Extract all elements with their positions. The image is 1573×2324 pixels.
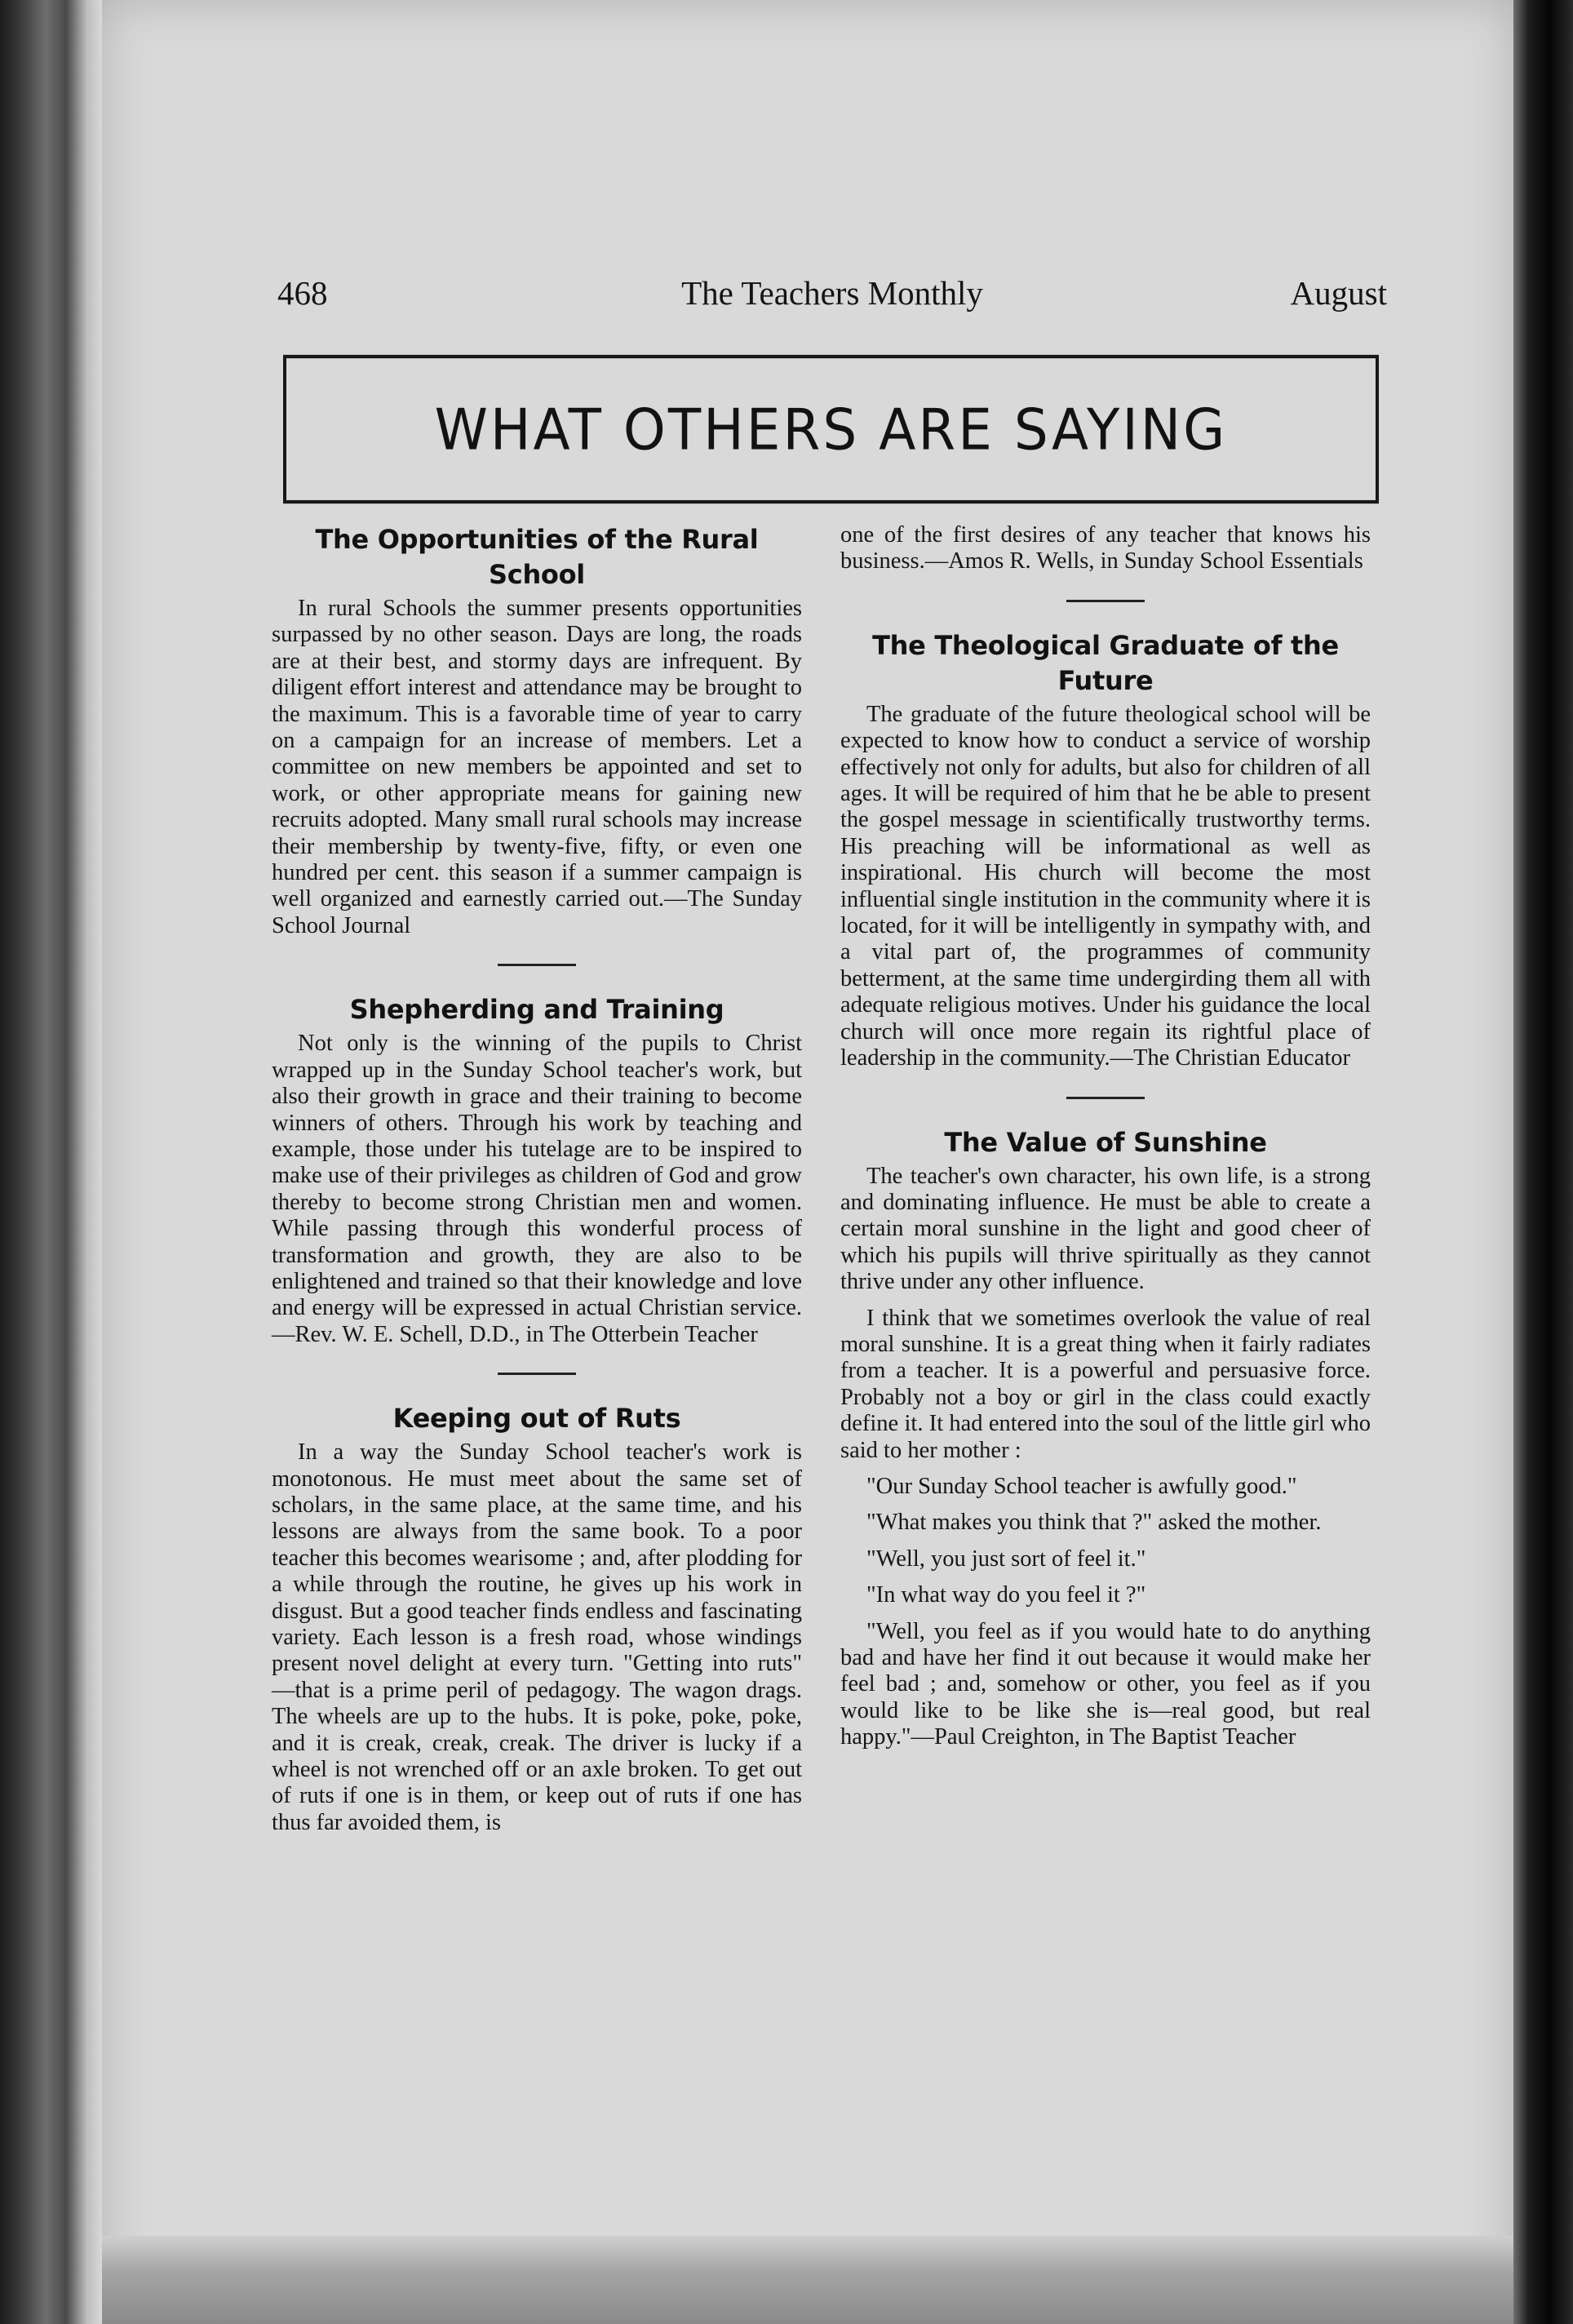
article-paragraph: I think that we sometimes overlook the value of real moral sunshine. It is a great thing when it fairly radiates from a teacher. It is a powerful and persuasive force. Probably not a boy or girl in the class could exactly define it. It had entered into the soul of the little girl who said to her mother : bbox=[840, 1305, 1371, 1463]
section-banner: WHAT OTHERS ARE SAYING bbox=[283, 355, 1379, 503]
article-heading: The Theological Graduate of the Future bbox=[872, 629, 1339, 696]
article-heading: The Opportunities of the Rural School bbox=[315, 524, 759, 590]
article-paragraph: "In what way do you feel it ?" bbox=[866, 1582, 1146, 1608]
article-paragraph: "Well, you feel as if you would hate to do anything bad and have her find it out because it would make her feel bad ; and, somehow or other, you feel as if you would like to be like she is—real good, but real happy."—Paul Creighton, in The Baptist Teacher bbox=[840, 1618, 1371, 1750]
article-heading: The Value of Sunshine bbox=[944, 1126, 1267, 1158]
article-paragraph: "Well, you just sort of feel it." bbox=[866, 1546, 1146, 1572]
right-column bbox=[840, 522, 1371, 1751]
section-divider bbox=[498, 1373, 576, 1375]
section-divider bbox=[1066, 1097, 1145, 1099]
issue-month: August bbox=[1290, 274, 1387, 312]
article-paragraph: Not only is the winning of the pupils to Christ wrapped up in the Sunday School teacher's work, but also their growth in grace and their training to become winners of others. Through his work by teaching and example, those under his tutelage are to be inspired to make use of their privileges as children of God and grow thereby to become strong Christian men and women. While passing through this wonderful process of transformation and growth, they are also to be enlightened and trained so that their knowledge and love and energy will be expressed in actual Christian service.—Rev. W. E. Schell, D.D., in The Otterbein Teacher bbox=[272, 1031, 802, 1347]
book-binding-left bbox=[0, 0, 102, 2324]
article-rural-school bbox=[272, 522, 802, 939]
article-value-of-sunshine bbox=[840, 1125, 1371, 1751]
article-paragraph: In rural Schools the summer presents opportunities surpassed by no other season. Days are long, the roads are at their best, and stormy days are infrequent. By diligent effort interest and attendance may be brought to the maximum. This is a favorable time of year to carry on a campaign for an increase of members. Let a committee on new members be appointed and set to work, or other appropriate means for gaining new recruits adopted. Many small rural schools may increase their membership by twenty-five, fifty, or even one hundred per cent. this season if a summer campaign is well organized and earnestly carried out.—The Sunday School Journal bbox=[272, 596, 802, 938]
left-column bbox=[272, 522, 802, 1836]
article-heading: Shepherding and Training bbox=[349, 994, 724, 1026]
section-divider bbox=[498, 964, 576, 966]
article-heading: Keeping out of Ruts bbox=[392, 1403, 681, 1435]
article-theological-graduate bbox=[840, 628, 1371, 1072]
article-paragraph: "Our Sunday School teacher is awfully good." bbox=[866, 1473, 1297, 1499]
article-paragraph: The graduate of the future theological school will be expected to know how to conduct a service of worship effectively not only for adults, but also for children of all ages. It will be required of him that he be able to present the gospel message in scientifically trustworthy terms. His preaching will be informational as well as inspirational. His church will become the most influential single institution in the community where it is located, for it will be intelligently in sympathy with, and a vital part of, the programmes of community betterment, at the same time undergirding them all with adequate religious motives. Under his guidance the local church will once more regain its rightful place of leadership in the community.—The Christian Educator bbox=[840, 701, 1371, 1071]
running-head bbox=[277, 273, 1387, 322]
page-bottom-edge bbox=[102, 2236, 1513, 2324]
article-continuation: one of the first desires of any teacher that knows his business.—Amos R. Wells, in Sunday School Essentials bbox=[840, 522, 1371, 574]
article-paragraph: The teacher's own character, his own life, is a strong and dominating influence. He must be able to create a certain moral sunshine in the light and good cheer of which his pupils will thrive spiritually as they cannot thrive under any other influence. bbox=[840, 1163, 1371, 1295]
page-number: 468 bbox=[277, 274, 328, 312]
article-paragraph: "What makes you think that ?" asked the mother. bbox=[866, 1510, 1322, 1536]
article-paragraph: In a way the Sunday School teacher's work is monotonous. He must meet about the same set of scholars, in the same place, at the same time, and his lessons are always from the same book. To a poor teacher this becomes wearisome ; and, after plodding for a while through the routine, he gives up his work in disgust. But a good teacher finds endless and fascinating variety. Each lesson is a fresh road, whose windings present novel delight at every turn. "Getting into ruts" —that is a prime peril of pedagogy. The wagon drags. The wheels are up to the hubs. It is poke, poke, poke, and it is creak, creak, creak. The driver is lucky if a wheel is not wrenched off or an axle broken. To get out of ruts if one is in them, or keep out of ruts if one has thus far avoided them, is bbox=[272, 1439, 802, 1835]
book-edge-right bbox=[1513, 0, 1573, 2324]
article-ruts bbox=[272, 1401, 802, 1836]
section-divider bbox=[1066, 600, 1145, 602]
article-shepherding bbox=[272, 992, 802, 1348]
journal-title: The Teachers Monthly bbox=[681, 274, 983, 312]
